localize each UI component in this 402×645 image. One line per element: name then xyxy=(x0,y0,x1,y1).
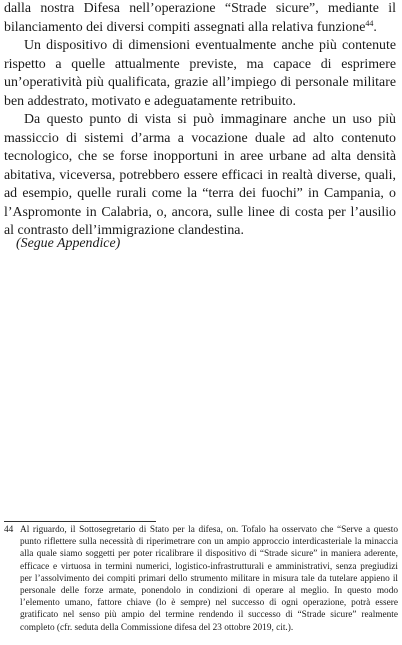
paragraph-1-text: dalla nostra Difesa nell’operazione “Strade sicure”, mediante il bilanciamento dei diversi compiti assegnati alla relativa funzione xyxy=(4,1,396,35)
footnote-separator xyxy=(4,521,156,522)
paragraph-3: Da questo punto di vista si può immaginare anche un uso più massiccio di sistemi d’arma a vocazione duale ad alto contenuto tecnologico, che se forse inopportuni in aree urbane ad alta densità abitativa, viceversa, potrebbero essere efficaci in realtà diverse, quali, ad esempio, quelle rurali come la “terra dei fuochi” in Campania, o l’Aspromonte in Calabria, o, ancora, sulle linee di costa per l’ausilio al contrasto dell’immigrazione clandestina. xyxy=(4,112,396,238)
paragraph-2: Un dispositivo di dimensioni eventualmente anche più contenute rispetto a quelle attualmente previste, ma capace di esprimere un’operatività più qualificata, grazie all’impiego di personale militare ben addestrato, motivato e adeguatamente retribuito. xyxy=(4,38,396,109)
footnote-reference[interactable]: 44 xyxy=(365,18,374,28)
paragraph-1-tail: . xyxy=(373,19,377,35)
footnote-text: Al riguardo, il Sottosegretario di Stato per la difesa, on. Tofalo ha osservato che “Serve a questo punto riflettere sulla necessità di riperimetrare con un ampio approccio interdicasteriale la minaccia alla quale siamo soggetti per poter ricalibrare il dispositivo di “Strade sicure” in maniera aderente, efficace e virtuosa in termini numerici, logistico-infrastrutturali e amministrativi, senza pregiudizi per l’assolvimento dei compiti primari dello strumento militare in misura tale da tutelare appieno il personale delle forze armate, ponendolo in condizioni di operare al meglio. In questo modo l’elemento umano, fattore chiave (lo è sempre) nel successo di ogni operazione, potrà essere gratificato nel senso più ampio del termine rendendo il successo di “Strade sicure” realmente completo (cfr. seduta della Commissione difesa del 23 ottobre 2019, cit.). xyxy=(20,525,398,633)
segue-appendice-note: (Segue Appendice) xyxy=(16,236,121,251)
footnote xyxy=(4,524,398,634)
footnote-number: 44 xyxy=(4,525,14,535)
page-body xyxy=(4,0,396,241)
paragraph-1 xyxy=(4,0,396,37)
